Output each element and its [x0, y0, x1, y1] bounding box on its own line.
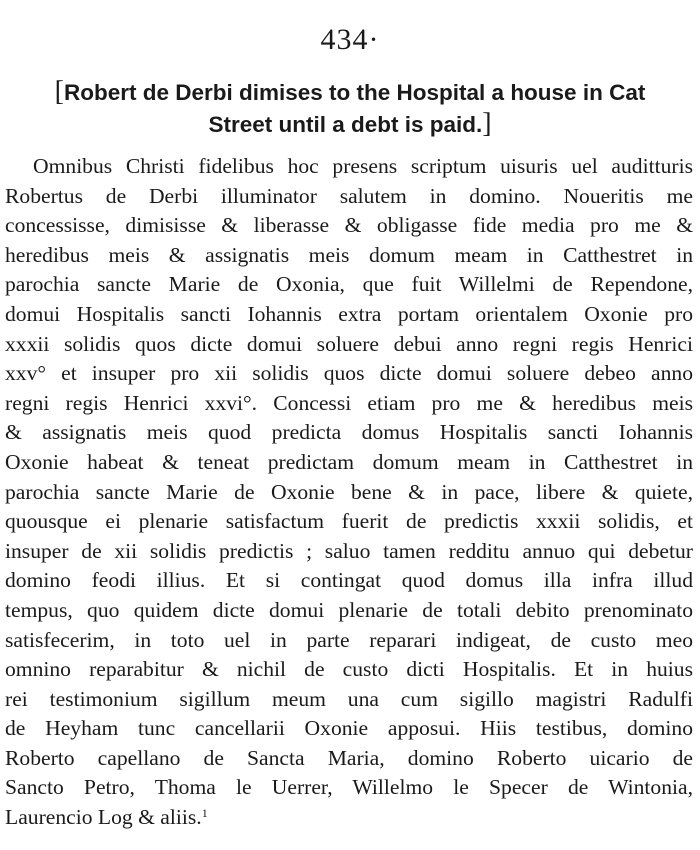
page-number: 434·: [320, 23, 380, 56]
body-line: quousque ei plenarie satisfactum fuerit de predictis xxxii solidis, et: [5, 509, 693, 534]
body-line: tempus, quo quidem dicte domui plenarie de totali debito prenominato: [5, 597, 693, 622]
body-line: omnino reparabitur & nichil de custo dicti Hospitalis. Et in huius: [5, 657, 693, 682]
body-line: parochia sancte Marie de Oxonie bene & in pace, libere & quiete,: [5, 479, 693, 504]
body-line: heredibus meis & assignatis meis domum meam in Catthestret in: [5, 242, 693, 267]
body-line: insuper de xii solidis predictis ; saluo tamen redditu annuo qui debetur: [5, 538, 693, 563]
body-line: regni regis Henrici xxvi°. Concessi etiam pro me & heredibus meis: [5, 390, 693, 415]
heading-close-bracket: ]: [482, 108, 492, 139]
body-line: & assignatis meis quod predicta domus Hospitalis sancti Iohannis: [5, 420, 693, 445]
heading-line-2: Street until a debt is paid.: [208, 112, 483, 137]
body-line: de Heyham tunc cancellarii Oxonie apposui. Hiis testibus, domino: [5, 716, 693, 741]
body-line: domui Hospitalis sancti Iohannis extra portam orientalem Oxonie pro: [5, 301, 693, 326]
body-line: satisfecerim, in toto uel in parte reparari indigeat, de custo meo: [5, 627, 693, 652]
body-line: parochia sancte Marie de Oxonia, que fuit Willelmi de Rependone,: [5, 272, 693, 297]
body-line: xxxii solidis quos dicte domui soluere debui anno regni regis Henrici: [5, 331, 693, 356]
body-line-text: Laurencio Log & aliis.: [5, 805, 202, 830]
body-line: Sancto Petro, Thoma le Uerrer, Willelmo le Specer de Wintonia,: [5, 775, 693, 800]
heading-line-1: Robert de Derbi dimises to the Hospital a house in Cat: [63, 80, 646, 105]
body-line: xxv° et insuper pro xii solidis quos dicte domui soluere debeo anno: [5, 361, 693, 386]
body-line: Roberto capellano de Sancta Maria, domino Roberto uicario de: [5, 745, 693, 770]
body-line: Omnibus Christi fidelibus hoc presens scriptum uisuris uel auditturis: [33, 154, 693, 178]
body-line: concessisse, dimisisse & liberasse & obligasse fide media pro me &: [5, 213, 693, 238]
body-line-last: [5, 803, 693, 833]
charter-body: [5, 152, 693, 833]
body-line: domino feodi illius. Et si contingat quod domus illa infra illud: [5, 568, 693, 593]
body-line: Robertus de Derbi illuminator salutem in domino. Noueritis me: [5, 183, 693, 208]
charter-heading: [20, 76, 680, 140]
body-line: rei testimonium sigillum meum una cum sigillo magistri Radulfi: [5, 686, 693, 711]
footnote-marker[interactable]: 1: [201, 806, 208, 821]
body-line: Oxonie habeat & teneat predictam domum meam in Catthestret in: [5, 449, 693, 474]
heading-open-bracket: [: [54, 76, 64, 107]
